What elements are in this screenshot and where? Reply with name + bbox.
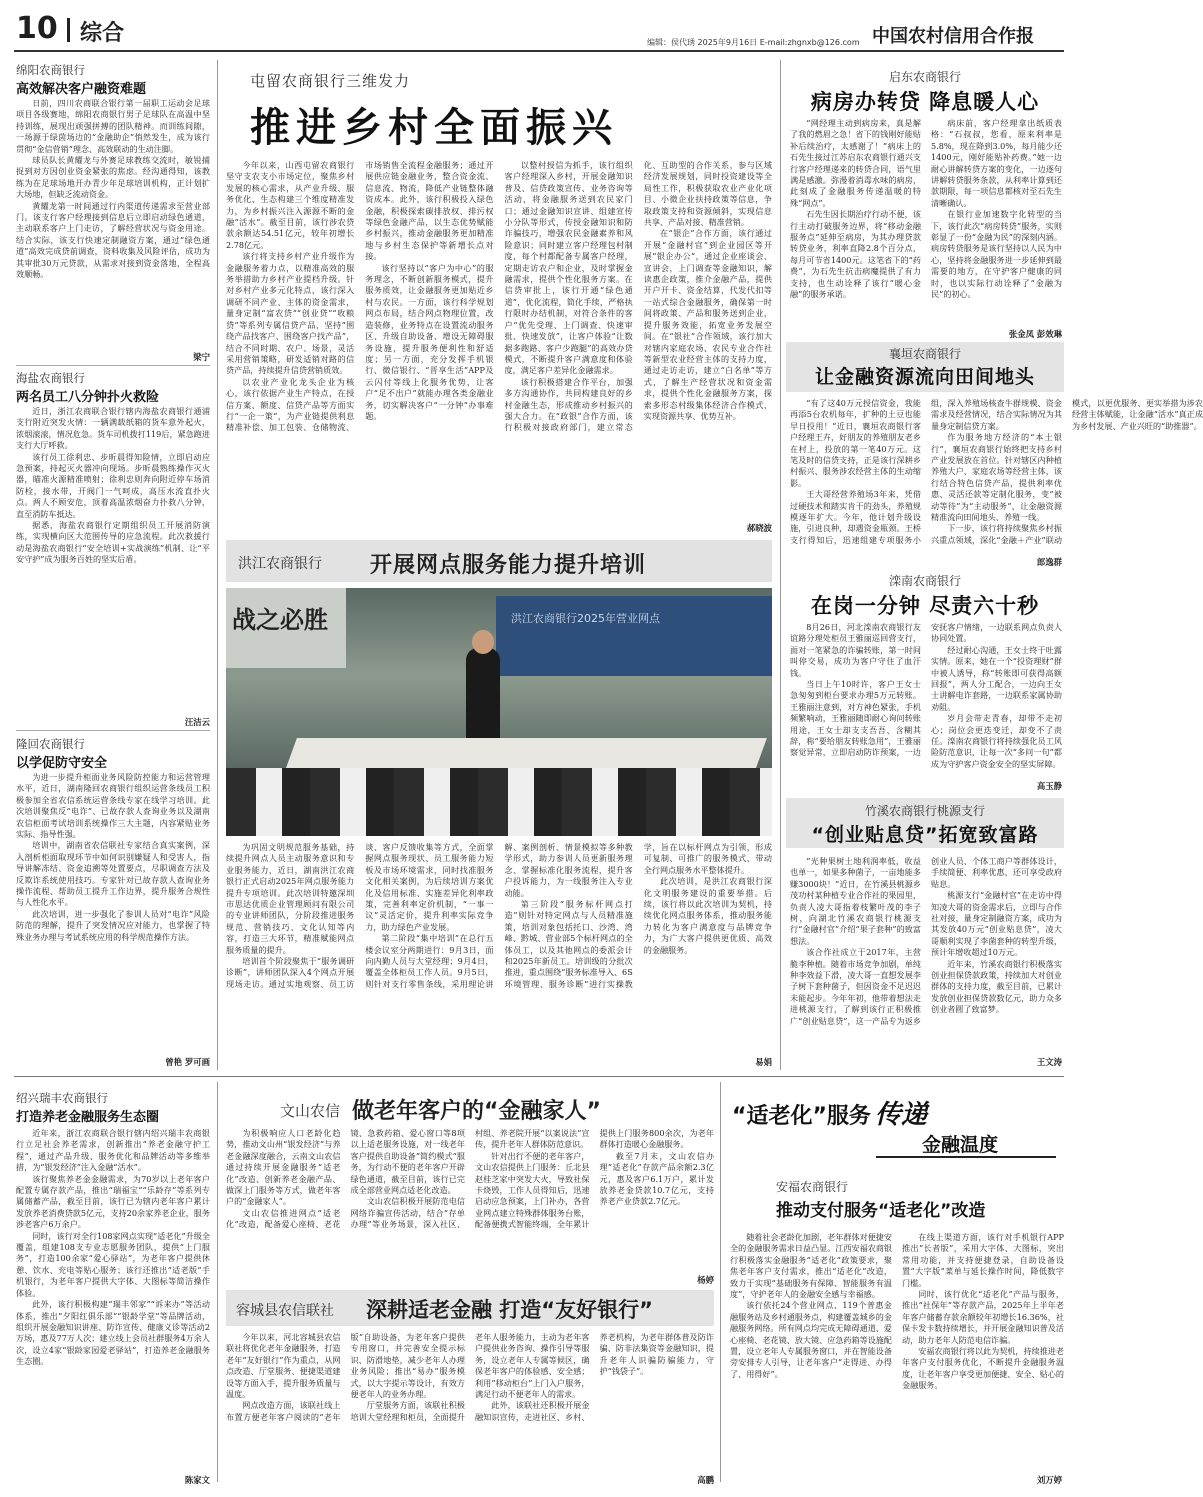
column-divider-left: [217, 60, 218, 1070]
column-divider-bottom-left: [217, 1082, 218, 1482]
article-body: 随着社会老龄化加剧，老年群体对便捷安全的金融服务需求日益凸显。江西安福农商银行积极落实金融服务“适老化”政策要求，聚焦老年客户支付需求，推出“适老化”改造，致力于实现“基础服务有保障、智能服务有温度”，守护老年人的金融安全感与幸福感。 该行依托24个营业网点、119个普惠金融服务站及乡村通服务点，构建覆盖城乡的金融服务网络。所有网点均完成无障碍通道、爱心座椅、老花镜、放大镜、应急药箱等设施配置，设立老年人专属服务窗口，并在智能设备旁安排专人引导，让老年客户“走得进、办得了、用得好”。 在线上渠道方面，该行对手机银行APP推出“长者版”，采用大字体、大图标，突出常用功能，并支持便捷登录，自助设备设置“大字版”菜单与延长操作时间，降低数字门槛。 同时，该行优化“适老化”产品与服务，推出“社保年”等存款产品，2025年上半年老年客户储蓄存款余额较年初增长16.36%，社保卡发卡数持续增长，并开展金融知识普及活动，助力老年人防范电信诈骗。 安福农商银行将以此为契机，持续推进老年客户支付服务优化，不断提升金融服务温度，让老年客户享受更加便捷、安全、贴心的金融服务。: [730, 1232, 1064, 1391]
section-name: 综合: [80, 21, 125, 46]
feature-word-transmit: 传递: [874, 1100, 927, 1130]
article-author: 杨婷: [697, 1275, 714, 1285]
article-kicker: 海盐农商银行: [16, 371, 85, 385]
article-author: 张金凤 彭效琳: [1008, 329, 1062, 339]
article-rule: [16, 730, 210, 731]
feature-line-2: 金融温度: [922, 1134, 999, 1156]
article-author: 梁宁: [193, 352, 210, 362]
article-author: 汪洁云: [184, 717, 210, 727]
article-title: 深耕适老金融 打造“友好银行”: [366, 1298, 653, 1322]
article-title: “创业贴息贷”拓宽致富路: [811, 824, 1039, 846]
feature-word-service: 服务: [826, 1104, 871, 1129]
photo-wall-text: 战之必胜: [232, 606, 328, 634]
editor-line: 编辑：侯代琇 2025年9月16日 E-mail:zhgnxb@126.com: [647, 38, 860, 47]
article-author: 曾艳 罗可画: [165, 1057, 210, 1067]
column-divider-right: [780, 60, 781, 1070]
article-kicker: 启东农商银行: [888, 70, 961, 84]
feature-line-1: [732, 1094, 927, 1131]
article-kicker: 绵阳农商银行: [16, 63, 85, 77]
article-title: 开展网点服务能力提升培训: [370, 553, 647, 578]
feature-banner: [726, 1086, 1064, 1172]
feature-underline: [876, 1156, 1056, 1158]
article-body: “光种果树土地利润率低，收益也单一，如果多种菌子，一亩地能多赚3000块！”近日，在竹溪县桃源乡茂功村某种植专业合作社的果园里，负责人凌大哥指着枝繁叶茂的李子树，向湖北竹溪农商银行桃源支行“金融村官”介绍“果子套种”的致富想法。 该合作社成立于2017年，主营脆李种植。随着市场竞争加剧，单纯种李效益下滑，凌大哥一直想发展李子树下套种菌子，但因资金不足迟迟未能起步。今年年初，他带着想法走进桃源支行，了解到该行正积极推广“创业贴息贷”，这一产品专为返乡创业人员、个体工商户等群体设计，手续简便、利率优惠，还可享受政府贴息。 桃源支行“金融村官”在走访中得知凌大哥的资金需求后，立即与合作社对接，量身定制融资方案，成功为其发放40万元“创业贴息贷”，凌大哥顺利实现了李菌套种的转型升级，预计年增收超过10万元。 近年来，竹溪农商银行积极落实创业担保贷款政策，持续加大对创业群体的支持力度，截至目前，已累计发放创业担保贷款数亿元，助力众多创业者圆了致富梦。: [790, 856, 1062, 1026]
article-kicker: 文山农信: [280, 1102, 341, 1120]
article-title: 让金融资源流向田间地头: [814, 366, 1035, 388]
article-title: 病房办转贷 降息暖人心: [810, 90, 1040, 114]
article-rule: [16, 365, 210, 366]
bottom-band-rule: [14, 1076, 1064, 1077]
article-author: 高玉静: [1036, 781, 1062, 791]
article-kicker: 隆回农商银行: [16, 737, 85, 751]
article-author: 陈家文: [184, 1475, 210, 1485]
article-body: 为积极响应人口老龄化趋势，推动文山州“银发经济”与养老金融深度融合，云南文山农信通过持续开展金融服务“适老化”改造、创新养老金融产品、做深上门服务等方式，做老年客户的“金融家人”。 文山农信推进网点“适老化”改造，配备爱心座椅、老花镜、急救药箱、爱心窗口等8项以上适老服务设施，对一线老年客户提供自助设备“简约模式”服务，为行动不便的老年客户开辟绿色通道，截至目前，该行已完成全部营业网点适老化改造。 文山农信积极开展防范电信网络诈骗宣传活动，结合“存单办理”等业务场景，深入社区、村组、养老院开展“以案说法”宣传，提升老年人群体防范意识。 针对出行不便的老年客户，文山农信提供上门服务：丘北县赵桂芝家中突发大火，导致社保卡烧毁，工作人员得知后，迅速启动应急预案，上门补办，各营业网点建立特殊群体服务台账，配备便携式智能终端，全年累计提供上门服务800余次，为老年群体打造暖心金融服务。 截至7月末，文山农信办理“适老化”存款产品余额2.3亿元，惠及客户6.1万户，累计发放养老金贷款10.7亿元，支持养老产业贷款2.7亿元。: [226, 1128, 714, 1230]
photo-presenter-head: [472, 630, 494, 654]
article-title: 做老年客户的“金融家人”: [352, 1099, 601, 1124]
article-title: 以学促防守安全: [16, 756, 108, 771]
article-body: 今年以来，山西屯留农商银行坚守支农支小市场定位，聚焦乡村发展的核心需求，从产业升级、服务优化、生态构建三个维度精准发力，为乡村振兴注入源源不断的金融“活水”。截至目前，该行涉农贷款余额达54.51亿元，较年初增长2.78亿元。 该行将支持乡村产业升级作为金融服务着力点，以精准高效的服务举措助力乡村产业提档升级。针对乡村产业多元化特点，该行深入调研不同产业、主体的资金需求，量身定制“富农贷”“创业贷”“收粮贷”等系列专属信贷产品，坚持“围绕产品找客户、围绕客户找产品”，结合不同时期、农户、场景，灵活采用营销策略，研发适销对路的信贷产品，持续提升信贷营销质效。 以农业产业化龙头企业为核心，该行依据产业生产特点，在授信方案、额度、信贷产品等方面实行“一企一策”，为产业链提供利息精准补偿、加工包装、仓储物流、市场销售全流程金融服务；通过开展供应链金融业务，整合资金流、信息流、物流，降低产业链整体融资成本。此外，该行积极投入绿色金融，积极探索碳排放权、排污权等绿色金融产品，以生态优势赋能乡村振兴，推动金融服务更加精准地与乡村生态保护等新增长点对接。 该行坚持以“客户为中心”的服务理念，不断创新服务模式，提升服务质效，让金融服务更加贴近乡村与农民。一方面，该行科学规划网点布局，结合网点物理位置，改造装修，业务特点在设置流动服务区、升级自助设备、增设无障碍服务设施，提升服务便利性和舒适度；另一方面，充分发挥手机银行、微信银行、“晋享生活”APP及云闪付等线上化服务优势，让客户“足不出户”就能办理各类金融业务，切实解决客户“一分钟”办事难题。 以整村授信为抓手，该行组织客户经理深入乡村，开展金融知识普及、信贷政策宣传、业务咨询等活动，将金融服务送到农民家门口；通过金融知识宣讲、组建宣传小分队等形式，传授金融知识和防诈骗技巧，增强农民金融素养和风险意识；同时建立客户经理包村制度，每个村都配备专属客户经理，定期走访农户和企业，及时掌握金融需求，提供个性化服务方案。在信贷审批上，该行开通“绿色通道”，优化流程，简化手续，严格执行限时办结机制，对符合条件的客户“优先受理、上门调查、快速审批、快速发放”，让客户体验“让数据多跑路、客户少跑腿”的高效办贷模式，不断提升客户满意度和体验度，满足客户差异化金融需求。 该行积极搭建合作平台，加强多方沟通协作，共同构建良好的乡村金融生态，形成推动乡村振兴的强大合力。在“政银”合作方面，该行积极对接政府部门，建立常态化、互助型的合作关系，参与区域经济发展规划，同时投资建设等全局性工作，积极获取农业产业化项目、小微企业扶持政策等信息，争取政策支持和资源倾斜，实现信息共享、产品对接、精准营销。 在“银企”合作方面，该行通过开展“金融村官”到企业园区等开展“银企办公”，通过企业座谈会、宣讲会，上门调查等金融知识，解读惠企政策，推介金融产品，提供开户开卡、资金结算，代发代扣等一站式综合金融服务，确保第一时间将政策、产品和服务送到企业，提升服务效能，拓宽业务发展空间。在“银社”合作领域，该行加大对辖内家庭农场、农民专业合作社等新型农业经营主体的支持力度，通过走访走访，建立“白名单”等方式，了解生产经营状况和资金需求，提供个性化金融服务方案，探索多形态村级集体经济合作模式，实现资源共享、优势互补。: [226, 160, 772, 433]
training-photo: [226, 588, 772, 836]
article-title: 两名员工八分钟扑火救险: [16, 390, 160, 405]
article-body: 近年来，浙江农商联合银行辖内绍兴瑞丰农商银行立足社会养老需求，创新推出“养老金融守护工程”，通过产品升级、服务优化和品牌活动等多维举措，为“银发经济”注入金融“活水”。 该行聚焦养老金金融需求，为70岁以上老年客户配置专属存款产品，推出“瑞福宝”“乐龄存”等系列专属储蓄产品，截至目前，该行已为辖内老年客户累计发放养老消费贷款5亿元，支持20余家养老企业，服务涉老客户6万余户。 同时，该行对全行108家网点实现“适老化”升级全覆盖，组建108支专业志愿服务团队，提供“上门服务”，打造100余家“爱心驿站”，为老年客户提供休憩、饮水、充电等贴心服务；该行还推出“适老版”手机银行，为老年客户提供大字体、大图标等简洁操作体验。 此外，该行积极构建“瑞丰邻家”“诉来办”等活动体系，推出“夕阳红俱乐部”“银龄学堂”等品牌活动，组织开展金融知识讲座、防诈宣传、健康义诊等活动2万场，惠及77万人次；建立线上会员社群服务4万余人次，设立4家“银龄家园爱老驿站”，打造养老金融服务生态圈。: [16, 1128, 210, 1367]
article-kicker: 滦南农商银行: [888, 574, 961, 588]
article-author: 刘万婷: [1036, 1475, 1062, 1485]
article-kicker: 竹溪农商银行桃源支行: [864, 804, 985, 818]
article-kicker: 安福农商银行: [776, 1180, 849, 1194]
article-body: 日前，四川农商联合银行第一届职工运动会足球项目各级赛地，绵阳农商银行男子足球队在高温中坚持训练，展现出顽强拼搏的团队精神。而训练间隙，一场源于绿茵场边的“金融助企”悄然发生，成为该行贯彻“金信营销”理念、高效联动的生动注脚。 球员队长黄耀龙与外赛足球教练交流时，敏锐捕捉到对方因创业资金紧张的焦虑。经沟通得知，该教练为在足球场地开办青少年足球培训机构，正计划扩大场地，但缺乏流动资金。 黄耀龙第一时间通过行内渠道传递需求至营业部门。该支行客户经理接到信息后立即启动绿色通道，主动联系客户上门走访，了解经营状况与资金用途。结合实际，该支行快速定制融资方案，通过“绿色通道”高效完成贷前调查，资料收集及风险评估，成功为其审批30万元贷款，从需求对接到资金落地，全程高效顺畅。: [16, 98, 210, 280]
article-title: 在岗一分钟 尽责六十秒: [810, 594, 1040, 618]
article-author: 王文涛: [1036, 1057, 1062, 1067]
article-author: 郝晓波: [746, 523, 772, 533]
masthead-divider: [67, 18, 70, 42]
article-body: “有了这40万元授信资金，我能再添5台农机每年，扩种的土豆也能早日投用！”近日，襄垣农商银行客户经理王卉，好朋友的养殖朋友老乡在村上，投放的第一笔40万元。这笔及时的信贷支持，正是该行深耕乡村振兴、服务涉农经营主体的生动缩影。 王大哥经营养殖场3年来，凭借过硬技术和踏实肯干的劲头，养殖规模逐年扩大。今年，他计划升级设施，引进良种，却遇资金瓶颈。王桥支行得知后，迅速组建专项服务小组，深入养殖场核查牛群规模、资金需求及经营情况，结合实际情况为其量身定制信贷方案。 作为服务地方经济的“本土银行”，襄垣农商银行始终把支持乡村产业发展放在首位。针对辖区内种植养殖大户、家庭农场等经营主体，该行结合特色信贷产品，提供利率优惠、灵活还款等定制化服务，变“被动等待”为“主动服务”，让金融资源精准流向田间地头、养殖一线。 下一步，该行将持续聚焦乡村振兴重点领域，深化“金融＋产业”联动模式，以更优服务、更实举措为涉农经营主体赋能，让金融“活水”真正成为乡村发展、产业兴旺的“助推器”。: [790, 398, 1203, 545]
photo-screen-text: 洪江农商银行2025年营业网点: [511, 612, 660, 625]
article-kicker: 洪江农商银行: [238, 556, 322, 572]
article-headline: 推进乡村全面振兴: [250, 105, 618, 151]
article-title: 打造养老金融服务生态圈: [16, 1110, 160, 1125]
newspaper-name: 中国农村信用合作报: [872, 26, 1034, 47]
article-body: 为巩固文明规范服务基础，持续提升网点人员主动服务意识和专业服务能力，近日，湖南洪江农商银行正式启动2025年网点服务能力提升专项培训。此次培训特邀深圳市思达优质企业管理顾问有限公司的专业讲师团队，分阶段推进服务规范、营销技巧、文化认知等内容，打造三大环节，精准赋能网点服务质量的提升。 培训首个阶段聚焦于“服务调研诊断”，讲师团队深入4个网点开展现场走访。通过实地观察、员工访谈、客户反馈收集等方式，全面掌握网点服务现状、员工服务能力短板及市场环境需求，同时找准服务文化相关案例，为后续培训方案优化及信用标准、实施差异化利率政策，完善利率定价机制，“一事一议”灵活定价，提升利率实际竞争力，助力绿色产业发展。 第二阶段“集中培训”在总行五楼会议室分两期进行：9月3日，面向内勤人员与大堂经理；9月4日，覆盖全体柜员工作人员。9月5日，则针对支行零售条线，采用理论讲解、案例剖析、情景模拟等多种教学形式，助力参训人员更新服务理念、掌握标准化服务流程，提升客户投诉能力，为一线服务注入专业动能。 第三阶段“服务标杆网点打造”则针对特定网点与人员精准施策，培训对象包括托口、沙湾、湾峰、黔城、营业部5个标杆网点的全体员工，以及其他网点的委派会计和2025年新员工。培训级的分批次推进，重点围绕“服务标准导入、6S环境管理、服务诊断”进行实操教学，旨在以标杆网点为引领，形成可复制、可推广的服务模式，带动全行网点服务水平整体提升。 此次培训，是洪江农商银行深化文明服务建设的重要举措。后续，该行将以此次培训为契机，持续优化网点服务体系，推动服务能力转化为客户满意度与品牌竞争力，为广大客户提供更优质、高效的金融服务。: [226, 842, 772, 989]
feature-quote-word: “适老化”: [732, 1104, 827, 1129]
article-body: 8月26日，河北滦南农商银行友谊路分理处柜员王雅丽巡回营支行，面对一笔紧急的诈骗转账，第一时间叫停交易，成功为客户守住了血汗钱。 当日上午10时许，客户王女士急匆匆到柜台要求办理5万元转账。王雅丽注意到，对方神色紧张，手机频繁响动，王雅丽随即耐心询问转账用途，王女士却支支吾吾、含糊其辞，称“要给朋友转账急用”，王雅丽察觉异常，立即启动防诈预案，一边安抚客户情绪，一边联系网点负责人协同处置。 经过耐心沟通，王女士终于吐露实情。原来，她在一个“投资理财”群中被人诱导，称“转账即可获得高额回报”，两人分工配合，一边向王女士讲解电诈套路，一边联系家属协助劝阻。 岁月会带走青春，却带不走初心；岗位会更迭变迁，却变不了责任。滦南农商银行将持续强化员工风险防范意识，让每一次“多问一句”都成为守护客户资金安全的坚实屏障。: [790, 622, 1062, 769]
article-author: 高鹏: [697, 1475, 714, 1485]
article-body: “网经理主动到病房来，真是解了我的燃眉之急！省下的钱刚好能贴补后续治疗，太感谢了！”病床上的石先生接过江苏启东农商银行通兴支行客户经理递来的转贷合同，语气里满是感激。弥漫着消毒水味的病房，此刻成了金融服务传递温暖的特殊“网点”。 石先生因长期治疗行动不便，该行主动打破服务边界，将“移动金融服务点”延伸至病房，为其办理贷款转贷业务，利率直降2.8个百分点，每月可节省1400元。这笔省下的“药费”，为石先生抗击病魔提供了有力支持，也生动诠释了该行“暖心金融”的服务承诺。 病床前，客户经理拿出纸质表格：“石叔叔，您看，原来利率是5.8%，现在降到3.0%，每月能少还1400元，刚好能贴补药费。”她一边耐心讲解转贷方案的变化，一边逐句讲解转贷服务条款，从利率计算到还款期限，每一项信息都核对至石先生清晰确认。 在银行业加速数字化转型的当下，该行此次“病房转贷”服务，实则彰显了一份“金融为民”的深刻内涵。病房转贷服务是该行坚持以人民为中心，坚持将金融服务进一步延伸到最需要的地方，在守护客户健康的同时，也以实际行动诠释了“金融为民”的初心。: [790, 118, 1062, 300]
article-title: 高效解决客户融资难题: [16, 82, 147, 97]
page-number: 10: [16, 11, 58, 46]
masthead-rule: [14, 50, 1064, 52]
article-kicker: 容城县农信联社: [236, 1303, 334, 1319]
photo-audience: [226, 768, 772, 836]
article-body: 近日，浙江农商联合银行辖内海盐农商银行通浦支行附近突发火情：一辆满载纸箱的货车意外起火，浓烟滚滚，情况危急。货车司机拨打119后，紧急跑进支行大厅呼救。 该行员工徐利忠、步昕晨得知险情，立即启动应急预案，持起灭火器冲向现场。步昕晨熟练操作灭火器，瞄准火源精准喷射；徐利忠则奔向附近停车场消防栓，接水带，开阀门一气呵成，高压水流直扑火点。两人不顾安危，顶着高温浓烟奋力扑救八分钟，直至消防车抵达。 据悉，海盐农商银行定期组织员工开展消防演练，实现横向区大范围传导的应急流程。此次救援行动是海盐农商银行“安全培训+实战演练”机制、让“平安守护”成为服务百姓的坚实后盾。: [16, 406, 210, 565]
article-kicker: 绍兴瑞丰农商银行: [16, 1091, 108, 1105]
article-body: 为进一步提升柜面业务风险防控能力和运营管理水平，近日，湖南隆回农商银行组织运营条线员工积极参加全省农信系统运营条线专家在线学习培训。此次培训聚焦反“电诈”、已故存款人查询业务以及湖南农信柜面考试培训系统操作三大主题，内容紧贴业务实际、指导性强。 培训中，湖南省农信联社专家结合真实案例，深入剖析柜面取现环节中如何识别嫌疑人和受害人，指导讲解冻结、资金追溯等处置要点，尽职调查方法及反欺诈系统使用技巧。专家针对已故存款人查询业务操作流程、帮助员工提升工作边界，提升服务合规性与人性化水平。 此次培训，进一步强化了参训人员对“电诈”风险防范的理解，提升了突发情况应对能力，也掌握了特殊业务办理与考试系统应用的科学规范操作方法。: [16, 772, 210, 942]
article-author: 易娟: [755, 1057, 772, 1067]
column-divider-bottom-right: [720, 1082, 721, 1482]
photo-screen: [496, 596, 772, 676]
article-body: 今年以来，河北容城县农信联社将优化老年金融服务，打造老年“友好银行”作为重点，从网点改造、厅堂服务、便捷渠道建设等方面入手，提升服务质量与温度。 网点改造方面，该联社线上布置方便老年客户阅读的“老年版”自助设备，为老年客户提供专用窗口，并完善安全提示标识、防滑地垫，减少老年人办理业务风险；推出“易办”服务模式，以大字提示等设计，有效方便老年人的业务办理。 厅堂服务方面，该联社积极培训大堂经理和柜员，全面提升老年人服务能力，主动为老年客户提供业务咨询、操作引导等服务，设立老年人专属等候区，确保老年客户的体验感、安全感；利用“移动柜台”上门入户服务，满足行动不便老年人的需求。 此外，该联社还积极开展金融知识宣传，走进社区、乡村、养老机构，为老年群体普及防诈骗、防非法集资等金融知识，提升老年人识骗防骗能力，守护“钱袋子”。: [226, 1332, 714, 1422]
article-title: 推动支付服务“适老化”改造: [776, 1201, 986, 1221]
article-kicker: 屯留农商银行三维发力: [250, 72, 411, 90]
article-kicker: 襄垣农商银行: [888, 347, 961, 361]
article-author: 郎逸群: [1036, 557, 1062, 567]
